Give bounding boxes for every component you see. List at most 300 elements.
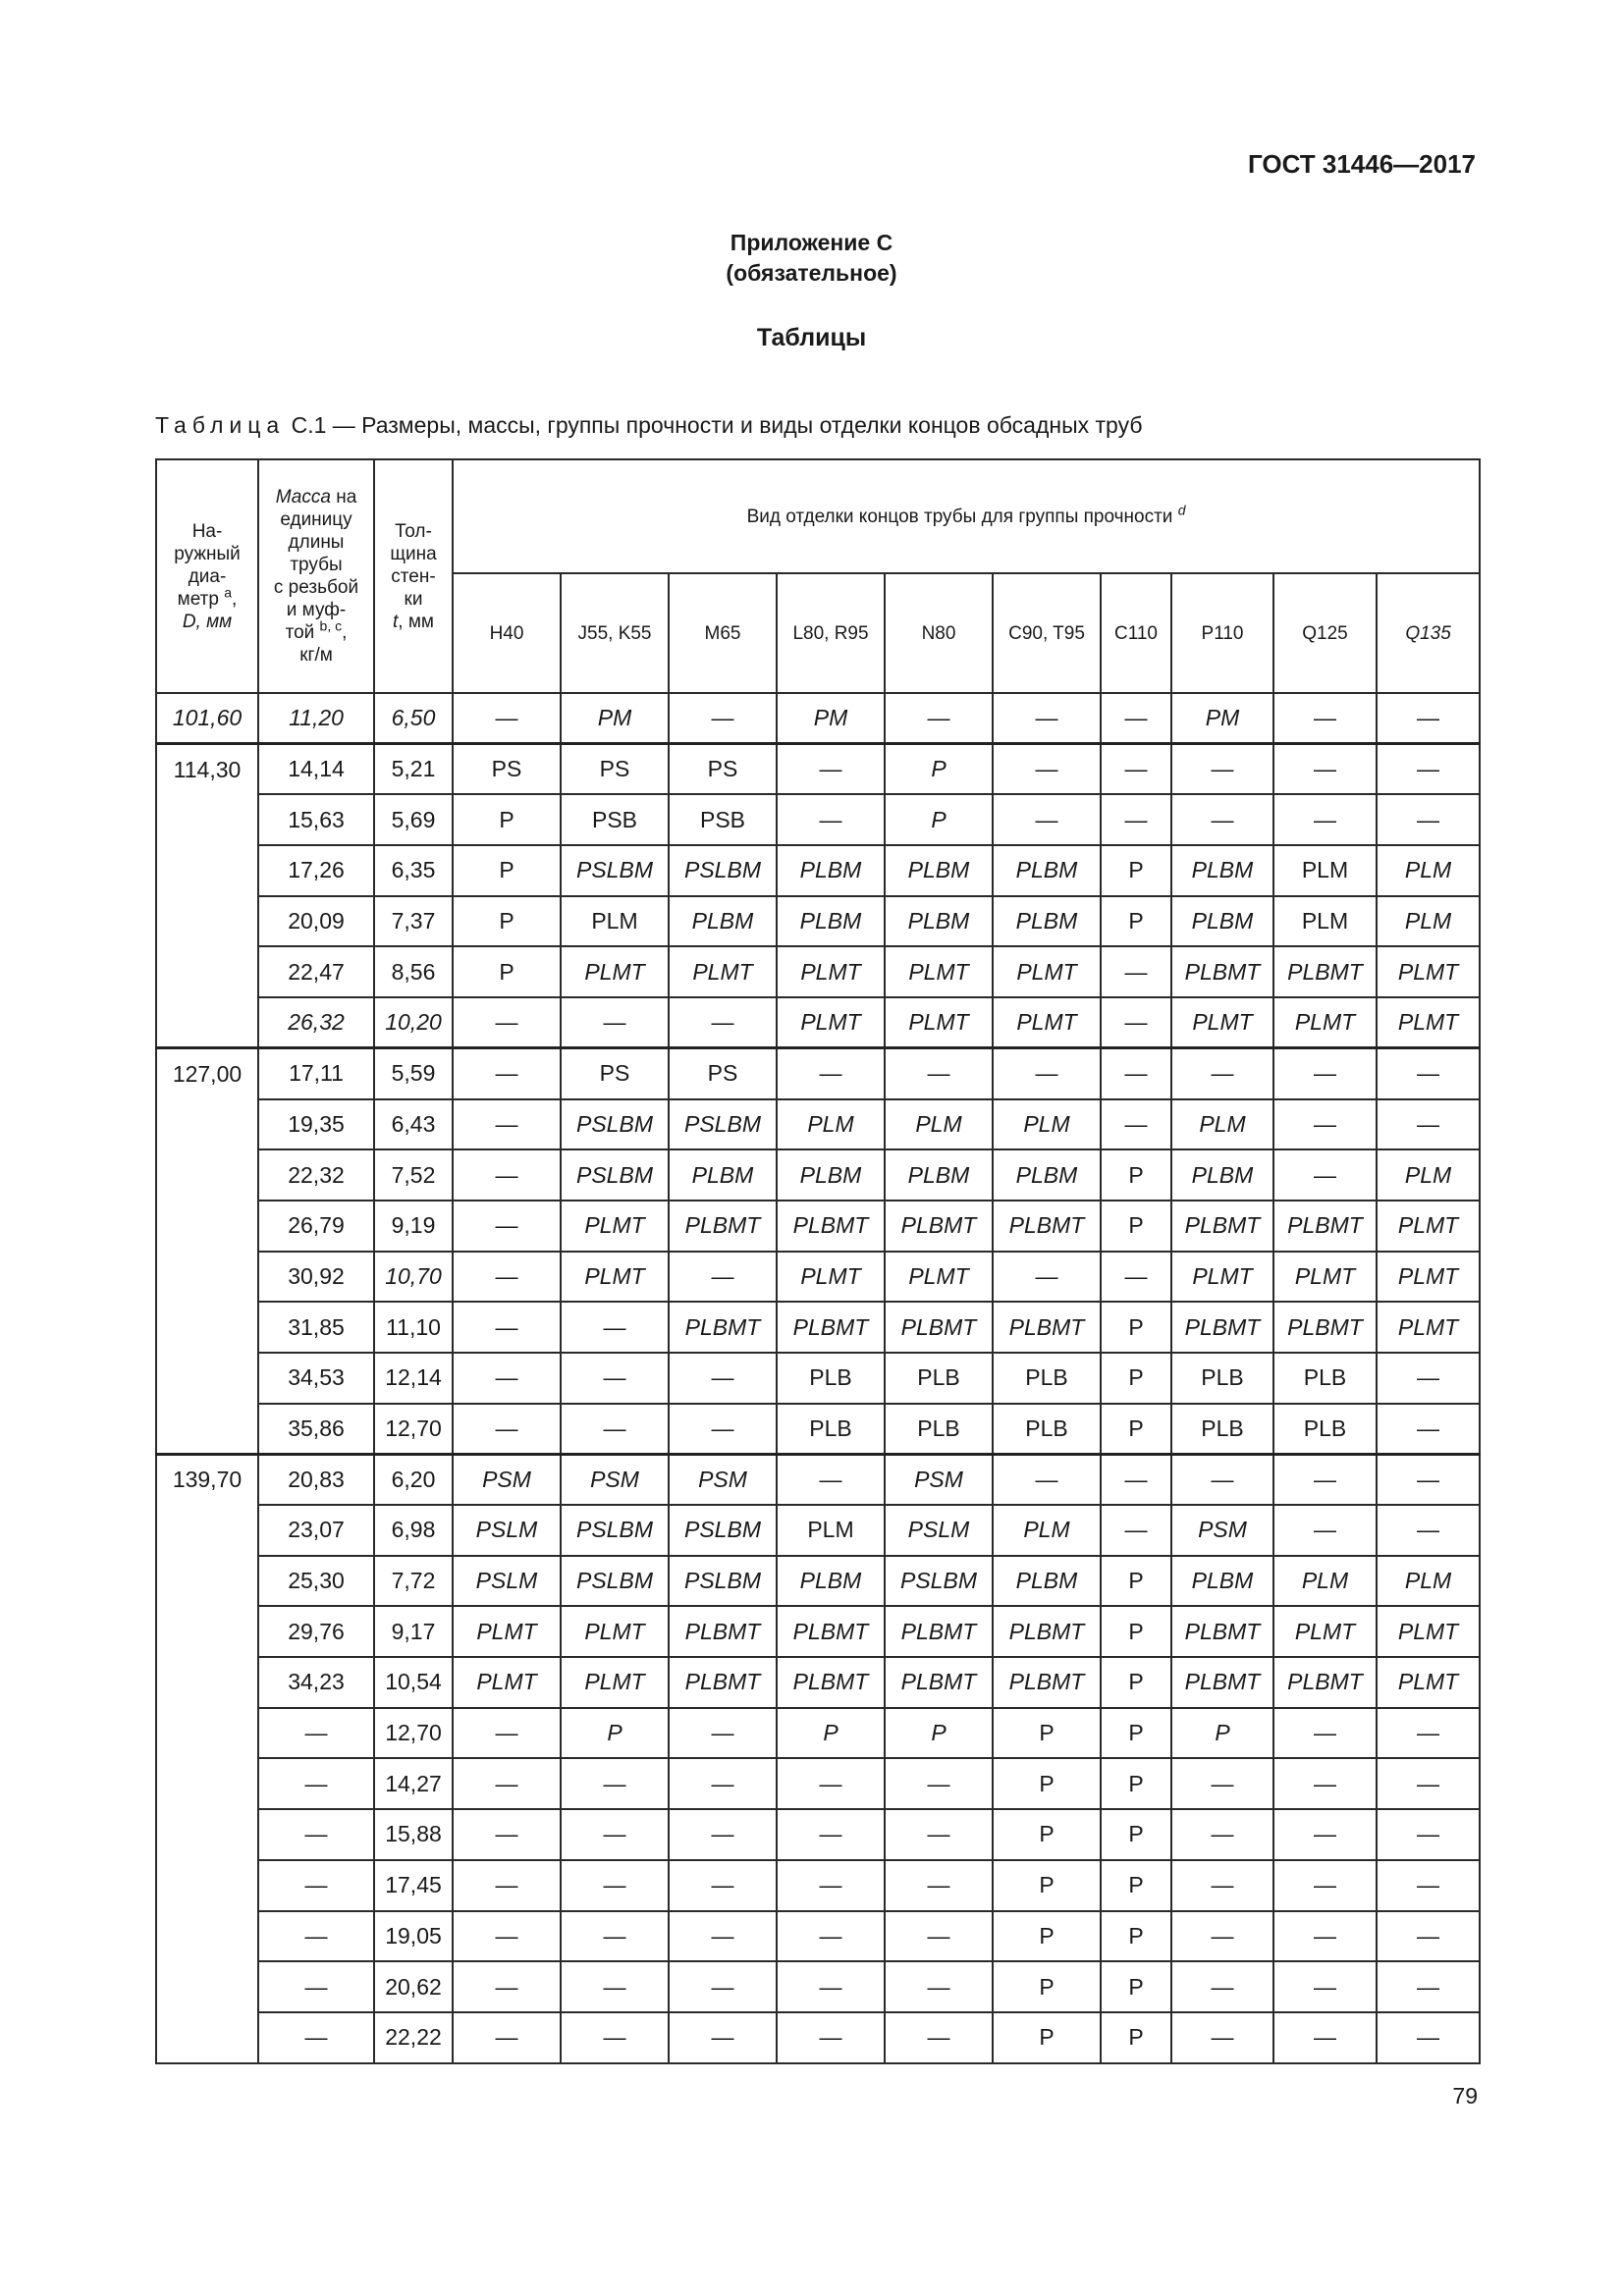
cell-end-finish: — bbox=[669, 997, 777, 1048]
cell-end-finish: PLBM bbox=[1171, 896, 1273, 947]
cell-end-finish: P bbox=[561, 1708, 669, 1759]
cell-end-finish: — bbox=[561, 2012, 669, 2063]
table-row bbox=[156, 997, 1480, 1048]
cell-end-finish: PSLBM bbox=[669, 1099, 777, 1150]
cell-end-finish: PSLM bbox=[453, 1505, 561, 1556]
cell-end-finish: PLBMT bbox=[885, 1302, 993, 1353]
cell-end-finish: P bbox=[1101, 1201, 1171, 1252]
table-row bbox=[156, 845, 1480, 896]
cell-end-finish: PLBMT bbox=[1273, 1302, 1377, 1353]
cell-end-finish: — bbox=[453, 1860, 561, 1911]
cell-end-finish: — bbox=[1273, 1860, 1377, 1911]
grade-header: Q125 bbox=[1273, 573, 1377, 693]
grade-header: N80 bbox=[885, 573, 993, 693]
cell-end-finish: — bbox=[1171, 1911, 1273, 1962]
cell-end-finish: PLMT bbox=[777, 946, 885, 997]
cell-wall-thickness: 11,10 bbox=[374, 1302, 453, 1353]
cell-end-finish: PLM bbox=[1273, 845, 1377, 896]
cell-end-finish: — bbox=[561, 997, 669, 1048]
cell-end-finish: PLM bbox=[1377, 1149, 1480, 1201]
cell-mass: — bbox=[258, 1758, 374, 1809]
cell-end-finish: — bbox=[669, 1404, 777, 1455]
cell-end-finish: PLBM bbox=[993, 1556, 1101, 1607]
cell-end-finish: PLBM bbox=[993, 896, 1101, 947]
cell-end-finish: — bbox=[453, 1758, 561, 1809]
cell-end-finish: PSLBM bbox=[885, 1556, 993, 1607]
cell-wall-thickness: 22,22 bbox=[374, 2012, 453, 2063]
cell-mass: 17,11 bbox=[258, 1048, 374, 1099]
cell-end-finish: PLBM bbox=[777, 1556, 885, 1607]
cell-end-finish: PLBM bbox=[885, 845, 993, 896]
cell-end-finish: — bbox=[453, 1404, 561, 1455]
cell-end-finish: — bbox=[885, 693, 993, 744]
casing-pipe-table bbox=[155, 458, 1481, 2064]
cell-end-finish: PS bbox=[669, 744, 777, 795]
cell-wall-thickness: 12,70 bbox=[374, 1404, 453, 1455]
cell-end-finish: P bbox=[993, 1809, 1101, 1860]
grade-header: M65 bbox=[669, 573, 777, 693]
cell-end-finish: — bbox=[453, 693, 561, 744]
table-row bbox=[156, 794, 1480, 845]
cell-mass: 19,35 bbox=[258, 1099, 374, 1150]
table-row bbox=[156, 1149, 1480, 1201]
cell-end-finish: P bbox=[1101, 2012, 1171, 2063]
cell-wall-thickness: 6,50 bbox=[374, 693, 453, 744]
appendix-heading bbox=[0, 228, 1623, 289]
cell-end-finish: PM bbox=[561, 693, 669, 744]
cell-mass: — bbox=[258, 1961, 374, 2012]
cell-end-finish: — bbox=[1273, 744, 1377, 795]
cell-end-finish: PLM bbox=[993, 1099, 1101, 1150]
cell-end-finish: P bbox=[453, 845, 561, 896]
cell-end-finish: PLM bbox=[993, 1505, 1101, 1556]
cell-end-finish: P bbox=[453, 946, 561, 997]
cell-end-finish: PS bbox=[561, 1048, 669, 1099]
cell-end-finish: PLBM bbox=[993, 845, 1101, 896]
section-title: Таблицы bbox=[756, 324, 867, 351]
cell-end-finish: — bbox=[1273, 1505, 1377, 1556]
cell-mass: 23,07 bbox=[258, 1505, 374, 1556]
cell-end-finish: PSB bbox=[669, 794, 777, 845]
appendix-status: (обязательное) bbox=[726, 260, 897, 286]
cell-mass: 15,63 bbox=[258, 794, 374, 845]
cell-mass: 22,32 bbox=[258, 1149, 374, 1201]
cell-diameter bbox=[156, 1961, 258, 2012]
appendix-title: Приложение С bbox=[730, 230, 893, 255]
cell-end-finish: — bbox=[1171, 1860, 1273, 1911]
cell-end-finish: — bbox=[1377, 1505, 1480, 1556]
table-row bbox=[156, 1556, 1480, 1607]
cell-end-finish: PLM bbox=[1377, 1556, 1480, 1607]
cell-end-finish: PLM bbox=[777, 1505, 885, 1556]
cell-end-finish: — bbox=[453, 1809, 561, 1860]
cell-end-finish: — bbox=[669, 1252, 777, 1303]
cell-end-finish: PLBM bbox=[777, 896, 885, 947]
cell-end-finish: PLB bbox=[993, 1404, 1101, 1455]
cell-end-finish: — bbox=[1171, 794, 1273, 845]
cell-mass: 14,14 bbox=[258, 744, 374, 795]
cell-wall-thickness: 6,35 bbox=[374, 845, 453, 896]
cell-end-finish: — bbox=[669, 1353, 777, 1404]
cell-end-finish: PLBM bbox=[777, 845, 885, 896]
cell-end-finish: PLB bbox=[993, 1353, 1101, 1404]
cell-end-finish: — bbox=[1377, 1911, 1480, 1962]
standard-number: ГОСТ 31446—2017 bbox=[1248, 149, 1476, 179]
cell-end-finish: PSM bbox=[561, 1454, 669, 1505]
cell-end-finish: — bbox=[885, 1860, 993, 1911]
cell-wall-thickness: 20,62 bbox=[374, 1961, 453, 2012]
cell-end-finish: PLBMT bbox=[1171, 1201, 1273, 1252]
table-row bbox=[156, 1201, 1480, 1252]
cell-end-finish: — bbox=[1101, 997, 1171, 1048]
cell-end-finish: P bbox=[1101, 1556, 1171, 1607]
cell-end-finish: — bbox=[453, 1708, 561, 1759]
cell-end-finish: — bbox=[561, 1860, 669, 1911]
cell-end-finish: — bbox=[1101, 1454, 1171, 1505]
cell-end-finish: — bbox=[1377, 1404, 1480, 1455]
cell-end-finish: PLBM bbox=[885, 896, 993, 947]
cell-wall-thickness: 10,54 bbox=[374, 1657, 453, 1708]
header-outer-diameter: На- ружный диа- метр $^a$, D, мм bbox=[156, 459, 258, 693]
cell-wall-thickness: 7,52 bbox=[374, 1149, 453, 1201]
cell-end-finish: — bbox=[885, 1048, 993, 1099]
cell-end-finish: — bbox=[1171, 1809, 1273, 1860]
cell-end-finish: — bbox=[777, 1048, 885, 1099]
cell-end-finish: PLM bbox=[1377, 845, 1480, 896]
cell-diameter bbox=[156, 1149, 258, 1201]
header-wall-thickness: Тол- щина стен- ки t, мм bbox=[374, 459, 453, 693]
cell-end-finish: — bbox=[1377, 1961, 1480, 2012]
cell-end-finish: PLBMT bbox=[993, 1201, 1101, 1252]
cell-end-finish: — bbox=[885, 1911, 993, 1962]
cell-wall-thickness: 8,56 bbox=[374, 946, 453, 997]
cell-end-finish: P bbox=[1101, 1353, 1171, 1404]
cell-wall-thickness: 6,20 bbox=[374, 1454, 453, 1505]
cell-end-finish: — bbox=[1377, 1099, 1480, 1150]
cell-end-finish: — bbox=[1273, 2012, 1377, 2063]
cell-wall-thickness: 6,98 bbox=[374, 1505, 453, 1556]
cell-end-finish: P bbox=[1101, 1657, 1171, 1708]
cell-wall-thickness: 7,72 bbox=[374, 1556, 453, 1607]
cell-end-finish: PLBMT bbox=[669, 1657, 777, 1708]
cell-end-finish: PLMT bbox=[1377, 1201, 1480, 1252]
cell-end-finish: PLBMT bbox=[669, 1201, 777, 1252]
cell-wall-thickness: 12,70 bbox=[374, 1708, 453, 1759]
cell-end-finish: — bbox=[669, 1860, 777, 1911]
cell-end-finish: — bbox=[1377, 1048, 1480, 1099]
cell-end-finish: — bbox=[885, 1961, 993, 2012]
cell-end-finish: PSM bbox=[885, 1454, 993, 1505]
table-row bbox=[156, 1353, 1480, 1404]
cell-end-finish: — bbox=[885, 2012, 993, 2063]
cell-end-finish: PLBMT bbox=[885, 1201, 993, 1252]
cell-end-finish: PLBMT bbox=[993, 1606, 1101, 1657]
cell-end-finish: P bbox=[993, 2012, 1101, 2063]
table-row bbox=[156, 2012, 1480, 2063]
cell-end-finish: PLMT bbox=[885, 946, 993, 997]
cell-diameter: 114,30 bbox=[156, 744, 258, 795]
cell-mass: 25,30 bbox=[258, 1556, 374, 1607]
cell-end-finish: — bbox=[1377, 2012, 1480, 2063]
cell-end-finish: — bbox=[669, 2012, 777, 2063]
cell-wall-thickness: 12,14 bbox=[374, 1353, 453, 1404]
cell-end-finish: — bbox=[453, 1961, 561, 2012]
cell-diameter bbox=[156, 1302, 258, 1353]
table-row bbox=[156, 1099, 1480, 1150]
cell-diameter bbox=[156, 794, 258, 845]
cell-end-finish: — bbox=[993, 1048, 1101, 1099]
cell-end-finish: P bbox=[1101, 1708, 1171, 1759]
grade-header: P110 bbox=[1171, 573, 1273, 693]
cell-end-finish: — bbox=[453, 997, 561, 1048]
cell-end-finish: PLBM bbox=[1171, 845, 1273, 896]
cell-end-finish: PLM bbox=[1273, 896, 1377, 947]
cell-end-finish: — bbox=[1273, 1048, 1377, 1099]
cell-end-finish: PLB bbox=[1171, 1353, 1273, 1404]
cell-mass: 30,92 bbox=[258, 1252, 374, 1303]
cell-end-finish: PLMT bbox=[561, 946, 669, 997]
cell-end-finish: P bbox=[993, 1758, 1101, 1809]
cell-end-finish: — bbox=[453, 2012, 561, 2063]
cell-end-finish: PLM bbox=[561, 896, 669, 947]
cell-end-finish: PLB bbox=[777, 1404, 885, 1455]
cell-wall-thickness: 14,27 bbox=[374, 1758, 453, 1809]
grade-header: C90, T95 bbox=[993, 573, 1101, 693]
cell-end-finish: PLB bbox=[885, 1404, 993, 1455]
cell-end-finish: PLMT bbox=[1377, 1657, 1480, 1708]
cell-end-finish: — bbox=[1171, 1048, 1273, 1099]
cell-end-finish: PLBMT bbox=[1171, 946, 1273, 997]
table-row bbox=[156, 1860, 1480, 1911]
cell-end-finish: — bbox=[1273, 794, 1377, 845]
cell-end-finish: PLMT bbox=[885, 1252, 993, 1303]
cell-end-finish: — bbox=[1101, 1252, 1171, 1303]
table-row bbox=[156, 693, 1480, 744]
page-number: 79 bbox=[1452, 2083, 1478, 2109]
cell-end-finish: PSM bbox=[1171, 1505, 1273, 1556]
caption-text: С.1 — Размеры, массы, группы прочности и виды отделки концов обсадных труб bbox=[285, 412, 1143, 438]
cell-diameter bbox=[156, 1404, 258, 1455]
cell-diameter bbox=[156, 946, 258, 997]
cell-diameter bbox=[156, 1708, 258, 1759]
cell-wall-thickness: 19,05 bbox=[374, 1911, 453, 1962]
cell-end-finish: PLMT bbox=[885, 997, 993, 1048]
cell-end-finish: — bbox=[1101, 1505, 1171, 1556]
cell-end-finish: — bbox=[453, 1302, 561, 1353]
caption-label: Таблица bbox=[155, 412, 286, 438]
cell-diameter bbox=[156, 1556, 258, 1607]
cell-diameter bbox=[156, 1252, 258, 1303]
cell-end-finish: — bbox=[453, 1099, 561, 1150]
cell-end-finish: PLM bbox=[885, 1099, 993, 1150]
cell-end-finish: — bbox=[993, 794, 1101, 845]
cell-end-finish: — bbox=[1273, 693, 1377, 744]
table-row bbox=[156, 1758, 1480, 1809]
cell-end-finish: P bbox=[1101, 1758, 1171, 1809]
cell-end-finish: — bbox=[777, 1454, 885, 1505]
cell-end-finish: PLB bbox=[1273, 1353, 1377, 1404]
cell-diameter bbox=[156, 1201, 258, 1252]
cell-end-finish: P bbox=[885, 744, 993, 795]
cell-end-finish: PSLBM bbox=[561, 845, 669, 896]
table-caption bbox=[155, 412, 1143, 439]
cell-end-finish: P bbox=[993, 1961, 1101, 2012]
cell-end-finish: PLBM bbox=[669, 1149, 777, 1201]
cell-end-finish: PLMT bbox=[1273, 997, 1377, 1048]
cell-end-finish: P bbox=[1101, 1302, 1171, 1353]
cell-end-finish: — bbox=[1273, 1149, 1377, 1201]
cell-end-finish: PSLM bbox=[453, 1556, 561, 1607]
cell-end-finish: PLBMT bbox=[777, 1606, 885, 1657]
cell-end-finish: — bbox=[1171, 744, 1273, 795]
cell-diameter bbox=[156, 1606, 258, 1657]
table-row bbox=[156, 1708, 1480, 1759]
cell-diameter bbox=[156, 1657, 258, 1708]
cell-diameter bbox=[156, 896, 258, 947]
cell-end-finish: P bbox=[1101, 845, 1171, 896]
cell-end-finish: P bbox=[1101, 1809, 1171, 1860]
header-mass: Масса на единицу длины трубы с резьбой и муф- той $^{b, c}$, кг/м bbox=[258, 459, 374, 693]
table-row bbox=[156, 1505, 1480, 1556]
cell-wall-thickness: 9,17 bbox=[374, 1606, 453, 1657]
cell-end-finish: PLM bbox=[777, 1099, 885, 1150]
cell-end-finish: — bbox=[777, 1809, 885, 1860]
cell-end-finish: — bbox=[453, 1201, 561, 1252]
cell-mass: — bbox=[258, 2012, 374, 2063]
cell-end-finish: PSLBM bbox=[669, 1505, 777, 1556]
cell-diameter bbox=[156, 1809, 258, 1860]
cell-end-finish: P bbox=[993, 1911, 1101, 1962]
cell-end-finish: P bbox=[1101, 1911, 1171, 1962]
cell-end-finish: — bbox=[1101, 794, 1171, 845]
table-row bbox=[156, 1048, 1480, 1099]
cell-end-finish: — bbox=[885, 1809, 993, 1860]
cell-wall-thickness: 15,88 bbox=[374, 1809, 453, 1860]
cell-end-finish: — bbox=[561, 1758, 669, 1809]
cell-end-finish: P bbox=[1101, 1404, 1171, 1455]
cell-end-finish: — bbox=[561, 1353, 669, 1404]
cell-end-finish: PLBM bbox=[1171, 1149, 1273, 1201]
cell-end-finish: P bbox=[1101, 1860, 1171, 1911]
table-row bbox=[156, 1911, 1480, 1962]
cell-mass: 20,83 bbox=[258, 1454, 374, 1505]
cell-mass: 17,26 bbox=[258, 845, 374, 896]
cell-end-finish: — bbox=[777, 794, 885, 845]
cell-end-finish: PLBMT bbox=[669, 1606, 777, 1657]
cell-end-finish: P bbox=[453, 896, 561, 947]
cell-end-finish: PSM bbox=[669, 1454, 777, 1505]
grade-header: H40 bbox=[453, 573, 561, 693]
cell-end-finish: — bbox=[777, 1961, 885, 2012]
cell-diameter: 127,00 bbox=[156, 1048, 258, 1099]
cell-end-finish: PLBMT bbox=[1171, 1606, 1273, 1657]
cell-end-finish: — bbox=[561, 1911, 669, 1962]
cell-end-finish: — bbox=[1377, 1860, 1480, 1911]
cell-end-finish: — bbox=[777, 2012, 885, 2063]
table-row bbox=[156, 1252, 1480, 1303]
cell-end-finish: PLBMT bbox=[993, 1657, 1101, 1708]
cell-end-finish: PLBMT bbox=[777, 1657, 885, 1708]
cell-wall-thickness: 17,45 bbox=[374, 1860, 453, 1911]
cell-end-finish: PLMT bbox=[669, 946, 777, 997]
cell-diameter bbox=[156, 2012, 258, 2063]
cell-end-finish: PLBM bbox=[669, 896, 777, 947]
cell-end-finish: — bbox=[453, 1149, 561, 1201]
cell-end-finish: — bbox=[993, 1454, 1101, 1505]
cell-end-finish: — bbox=[1273, 1099, 1377, 1150]
cell-end-finish: PLB bbox=[1273, 1404, 1377, 1455]
cell-end-finish: — bbox=[1377, 1758, 1480, 1809]
cell-end-finish: PLMT bbox=[993, 946, 1101, 997]
cell-end-finish: — bbox=[777, 1911, 885, 1962]
cell-mass: 34,23 bbox=[258, 1657, 374, 1708]
cell-diameter bbox=[156, 1099, 258, 1150]
cell-end-finish: — bbox=[777, 744, 885, 795]
cell-end-finish: PLBMT bbox=[1273, 946, 1377, 997]
table-row bbox=[156, 744, 1480, 795]
cell-end-finish: P bbox=[1171, 1708, 1273, 1759]
cell-end-finish: PLBMT bbox=[885, 1606, 993, 1657]
grade-header: C110 bbox=[1101, 573, 1171, 693]
cell-end-finish: — bbox=[669, 1708, 777, 1759]
cell-end-finish: — bbox=[1377, 794, 1480, 845]
table-row bbox=[156, 896, 1480, 947]
header-end-finish-group: Вид отделки концов трубы для группы прочности $^d$ bbox=[453, 459, 1480, 573]
cell-diameter bbox=[156, 1353, 258, 1404]
cell-wall-thickness: 5,59 bbox=[374, 1048, 453, 1099]
table-row bbox=[156, 1809, 1480, 1860]
cell-mass: 31,85 bbox=[258, 1302, 374, 1353]
cell-end-finish: PLBM bbox=[993, 1149, 1101, 1201]
cell-diameter bbox=[156, 997, 258, 1048]
cell-end-finish: PLBMT bbox=[1171, 1657, 1273, 1708]
cell-end-finish: P bbox=[993, 1860, 1101, 1911]
cell-diameter: 139,70 bbox=[156, 1454, 258, 1505]
cell-end-finish: — bbox=[1171, 2012, 1273, 2063]
cell-end-finish: PLMT bbox=[1377, 997, 1480, 1048]
cell-end-finish: PLMT bbox=[1377, 1302, 1480, 1353]
cell-end-finish: P bbox=[885, 1708, 993, 1759]
cell-end-finish: PSM bbox=[453, 1454, 561, 1505]
cell-end-finish: PLMT bbox=[453, 1606, 561, 1657]
cell-mass: 11,20 bbox=[258, 693, 374, 744]
cell-mass: — bbox=[258, 1708, 374, 1759]
cell-end-finish: PLB bbox=[1171, 1404, 1273, 1455]
cell-diameter bbox=[156, 1860, 258, 1911]
cell-end-finish: — bbox=[777, 1758, 885, 1809]
cell-end-finish: PLM bbox=[1377, 896, 1480, 947]
table-row bbox=[156, 1961, 1480, 2012]
cell-end-finish: — bbox=[453, 1252, 561, 1303]
cell-end-finish: PS bbox=[561, 744, 669, 795]
cell-end-finish: — bbox=[453, 1911, 561, 1962]
cell-wall-thickness: 7,37 bbox=[374, 896, 453, 947]
cell-wall-thickness: 10,70 bbox=[374, 1252, 453, 1303]
cell-end-finish: P bbox=[1101, 1961, 1171, 2012]
table-row bbox=[156, 1657, 1480, 1708]
cell-end-finish: PLB bbox=[885, 1353, 993, 1404]
cell-end-finish: PSLBM bbox=[561, 1099, 669, 1150]
cell-end-finish: — bbox=[1273, 1708, 1377, 1759]
cell-diameter bbox=[156, 845, 258, 896]
grade-header: Q135 bbox=[1377, 573, 1480, 693]
cell-end-finish: PLB bbox=[777, 1353, 885, 1404]
cell-end-finish: PLBMT bbox=[1273, 1201, 1377, 1252]
cell-end-finish: PLMT bbox=[1377, 946, 1480, 997]
cell-end-finish: — bbox=[1377, 744, 1480, 795]
cell-end-finish: P bbox=[1101, 896, 1171, 947]
cell-end-finish: — bbox=[993, 744, 1101, 795]
